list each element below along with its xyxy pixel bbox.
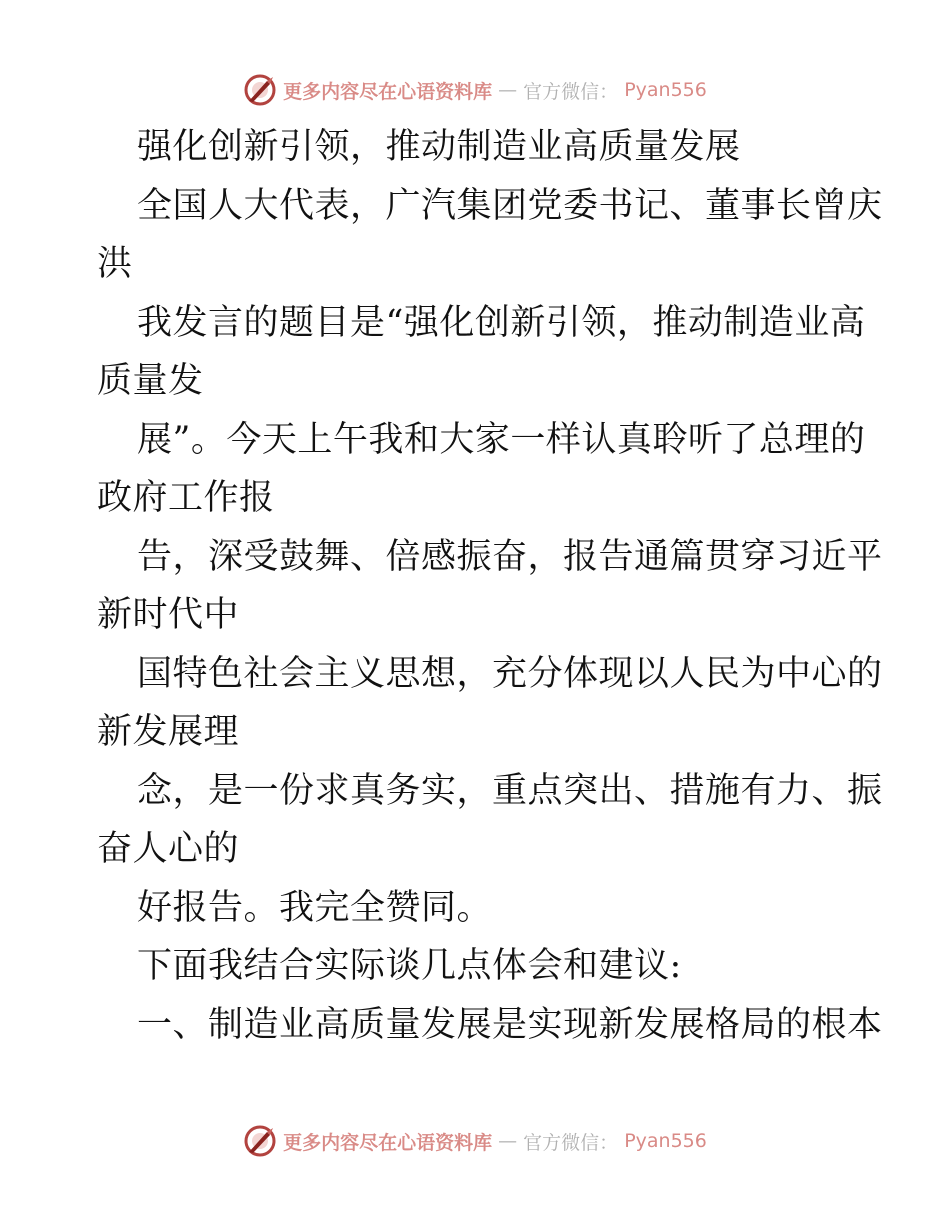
paragraph-line: 展”。今天上午我和大家一样认真聆听了总理的 xyxy=(137,420,866,460)
watermark-contact-id: Pyan556 xyxy=(624,1130,707,1152)
watermark-brand: 更多内容尽在心语资料库 xyxy=(283,1131,493,1154)
watermark-separator: — xyxy=(498,79,518,101)
paragraph-line: 洪 xyxy=(97,244,133,284)
document-title: 强化创新引领，推动制造业高质量发展 xyxy=(137,127,741,167)
header-watermark xyxy=(0,70,950,110)
paragraph-line: 念，是一份求真务实，重点突出、措施有力、振 xyxy=(137,771,883,811)
paragraph-line: 政府工作报 xyxy=(97,478,275,518)
paragraph-line: 新发展理 xyxy=(97,712,240,752)
paragraph-line: 国特色社会主义思想，充分体现以人民为中心的 xyxy=(137,654,883,694)
watermark-brand: 更多内容尽在心语资料库 xyxy=(283,80,493,103)
paragraph-line: 全国人大代表，广汽集团党委书记、董事长曾庆 xyxy=(137,186,883,226)
quill-seal-icon xyxy=(243,1124,277,1158)
paragraph-line: 奋人心的 xyxy=(97,829,240,869)
paragraph-line: 下面我结合实际谈几点体会和建议: xyxy=(137,946,682,986)
watermark-contact-id: Pyan556 xyxy=(624,79,707,101)
quill-seal-icon xyxy=(243,73,277,107)
paragraph-line: 好报告。我完全赞同。 xyxy=(137,888,493,928)
watermark-contact-label: 官方微信： xyxy=(523,80,619,103)
watermark-separator: — xyxy=(498,1130,518,1152)
watermark-contact-label: 官方微信： xyxy=(523,1131,619,1154)
section-heading: 一、制造业高质量发展是实现新发展格局的根本 xyxy=(137,1005,883,1045)
paragraph-line: 质量发 xyxy=(97,361,204,401)
paragraph-line: 告，深受鼓舞、倍感振奋，报告通篇贯穿习近平 xyxy=(137,537,883,577)
footer-watermark xyxy=(0,1121,950,1161)
paragraph-line: 新时代中 xyxy=(97,595,240,635)
paragraph-line: 我发言的题目是“强化创新引领，推动制造业高 xyxy=(137,303,866,343)
